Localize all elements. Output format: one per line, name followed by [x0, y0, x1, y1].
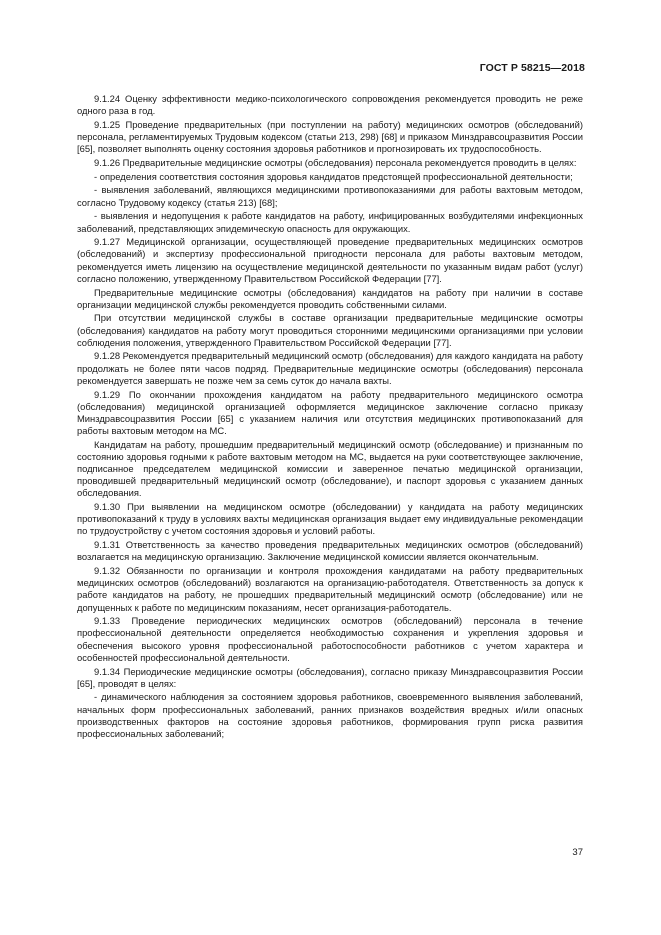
paragraph-9-1-26: 9.1.26 Предварительные медицинские осмотры (обследования) персонала рекомендуется проводить в целях:	[94, 156, 577, 168]
list-item: - выявления и недопущения к работе кандидатов на работу, инфицированных возбудителями инфекционных заболеваний, представляющих эпидемическую опасность для окружающих.	[77, 210, 583, 234]
page-number: 37	[572, 847, 583, 858]
paragraph: Предварительные медицинские осмотры (обследования) кандидатов на работу при наличии в составе организации медицинской службы рекомендуется проводить собственными силами.	[77, 286, 583, 310]
paragraph-9-1-31: 9.1.31 Ответственность за качество проведения предварительных медицинских осмотров (обследований) возлагается на медицинскую организацию. Заключение медицинской комиссии является окончательным.	[77, 539, 583, 563]
list-item: - выявления заболеваний, являющихся медицинскими противопоказаниями для работы вахтовым методом, согласно Трудовому кодексу (статья 213) [68];	[77, 184, 583, 208]
document-body	[77, 93, 583, 742]
document-code: ГОСТ Р 58215—2018	[479, 62, 585, 74]
list-item: - определения соответствия состояния здоровья кандидатов предстоящей профессиональной деятельности;	[94, 170, 573, 182]
paragraph: Кандидатам на работу, прошедшим предварительный медицинский осмотр (обследование) и признанным по состоянию здоровья годными к работе вахтовым методом на МС, выдается на руки соответствующее заключение, подписанное председателем медицинской комиссии и заверенное печатью медицинской организации, проводившей предварительный медицинский осмотр (обследование), и паспорт здоровья с указанием данных обследования.	[77, 438, 583, 499]
paragraph: При отсутствии медицинской службы в составе организации предварительные медицинские осмотры (обследования) кандидатов на работу могут проводиться сторонними медицинскими организациями при условии соблюдения положения, утвержденного Правительством Российской Федерации [77].	[77, 312, 583, 348]
paragraph-9-1-25: 9.1.25 Проведение предварительных (при поступлении на работу) медицинских осмотров (обследований) персонала, регламентируемых Трудовым кодексом (статьи 213, 298) [68] и приказом Минздравсоцразвития России [65], позволяет выполнять оценку состояния здоровья работников и прогнозировать их трудоспособность.	[77, 118, 583, 155]
paragraph-9-1-28: 9.1.28 Рекомендуется предварительный медицинский осмотр (обследования) для каждого кандидата на работу продолжать не более пяти часов подряд. Предварительные медицинские осмотры (обследования) персонала рекомендуется завершать не позже чем за семь суток до начала вахты.	[77, 350, 583, 386]
paragraph-9-1-34: 9.1.34 Периодические медицинские осмотры (обследования), согласно приказу Минздравсоцразвития России [65], проводят в целях:	[77, 665, 583, 689]
paragraph-9-1-30: 9.1.30 При выявлении на медицинском осмотре (обследовании) у кандидата на работу медицинских противопоказаний к труду в условиях вахты медицинская организация выдает ему индивидуальные рекомендации по трудоустройству с учетом состояния здоровья и условий работы.	[77, 501, 583, 537]
paragraph-9-1-29: 9.1.29 По окончании прохождения кандидатом на работу предварительного медицинского осмотра (обследования) медицинской организацией оформляется медицинское заключение согласно приказу Минздравсоцразвития России [65] с указанием наличия или отсутствия медицинских противопоказаний для работы вахтовым методом на МС.	[77, 388, 583, 436]
paragraph-9-1-27: 9.1.27 Медицинской организации, осуществляющей проведение предварительных медицинских осмотров (обследований) и экспертизу профессиональной пригодности персонала для работы вахтовым методом, рекомендуется иметь лицензию на осуществление медицинской деятельности по указанным видам работ (услуг) согласно положению, утвержденному Правительством Российской Федерации [77].	[77, 236, 583, 284]
paragraph-9-1-32: 9.1.32 Обязанности по организации и контроля прохождения кандидатами на работу предварительных медицинских осмотров (обследований) возлагаются на организацию-работодателя. Ответственность за допуск к работе кандидатов на работу, не прошедших предварительный медицинский осмотр (обследование) или не допущенных к работе по медицинским показаниям, несет организация-работодатель.	[77, 565, 583, 613]
list-item: - динамического наблюдения за состоянием здоровья работников, своевременного выявления заболеваний, начальных форм профессиональных заболеваний, ранних признаков воздействия вредных и/или опасных производственных факторов на состояние здоровья работников, формирования групп риска развития профессиональных заболеваний;	[77, 691, 583, 739]
paragraph-9-1-24: 9.1.24 Оценку эффективности медико-психологического сопровождения рекомендуется проводить не реже одного раза в год.	[77, 93, 583, 117]
paragraph-9-1-33: 9.1.33 Проведение периодических медицинских осмотров (обследований) персонала в течение профессиональной деятельности определяется необходимостью сохранения и укрепления здоровья и обеспечения высокого уровня профессиональной работоспособности работников с учетом характера и особенностей профессиональной деятельности.	[77, 615, 583, 663]
